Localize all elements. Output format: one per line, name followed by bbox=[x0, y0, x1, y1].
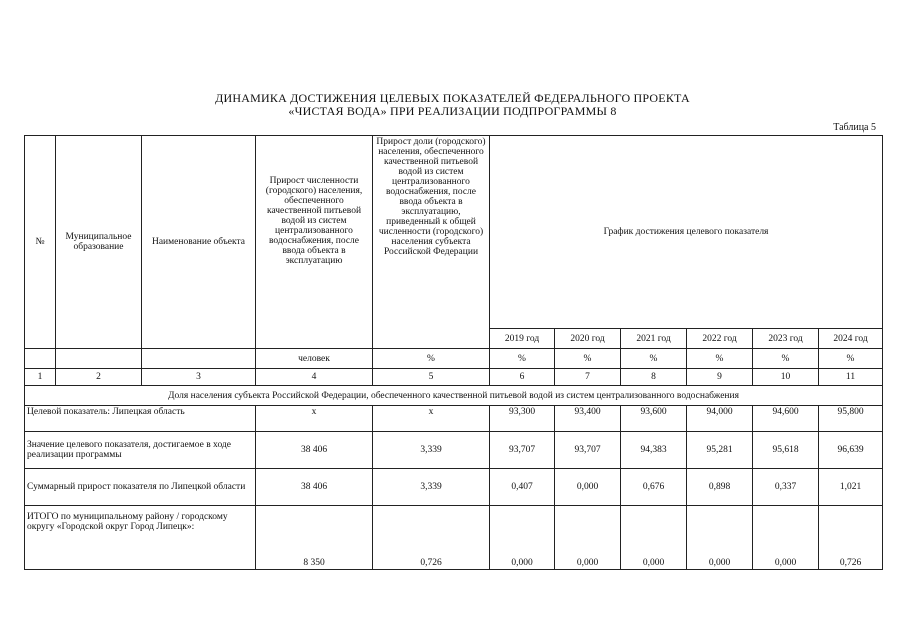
year-2019: 2019 год bbox=[490, 329, 555, 349]
unit-percent: % bbox=[490, 349, 555, 369]
table-row bbox=[25, 432, 883, 469]
row-value: 95,800 bbox=[819, 406, 883, 432]
row-pop: 38 406 bbox=[256, 469, 373, 506]
year-2022: 2022 год bbox=[687, 329, 753, 349]
indicator-table bbox=[24, 135, 883, 570]
row-label: Суммарный прирост показателя по Липецкой области bbox=[25, 469, 256, 506]
unit-percent: % bbox=[373, 349, 490, 369]
row-label: Целевой показатель: Липецкая область bbox=[25, 406, 256, 432]
col-number: 1 bbox=[25, 369, 56, 386]
title-line-2: «ЧИСТАЯ ВОДА» ПРИ РЕАЛИЗАЦИИ ПОДПРОГРАММЫ 8 bbox=[288, 104, 617, 118]
col-number: 6 bbox=[490, 369, 555, 386]
unit-empty bbox=[56, 349, 142, 369]
unit-empty bbox=[142, 349, 256, 369]
header-schedule: График достижения целевого показателя bbox=[490, 136, 883, 329]
row-value: 93,300 bbox=[490, 406, 555, 432]
row-value: 94,600 bbox=[753, 406, 819, 432]
row-pop: х bbox=[256, 406, 373, 432]
units-row bbox=[25, 349, 883, 369]
header-share-growth: Прирост доли (городского) населения, обеспеченного качественной питьевой водой из систем централизованного водоснабжения, после ввода объекта в эксплуатацию, приведенный к общей численности (городского) населения субъекта Российской Федерации bbox=[373, 136, 490, 349]
title-line-1: ДИНАМИКА ДОСТИЖЕНИЯ ЦЕЛЕВЫХ ПОКАЗАТЕЛЕЙ ФЕДЕРАЛЬНОГО ПРОЕКТА bbox=[215, 91, 690, 105]
col-number: 2 bbox=[56, 369, 142, 386]
row-value: 0,676 bbox=[621, 469, 687, 506]
header-row bbox=[25, 136, 883, 329]
row-value: 0,000 bbox=[687, 506, 753, 570]
document-title bbox=[0, 92, 905, 118]
col-number: 11 bbox=[819, 369, 883, 386]
row-value: 0,726 bbox=[819, 506, 883, 570]
year-2020: 2020 год bbox=[555, 329, 621, 349]
row-label: Значение целевого показателя, достигаемое в ходе реализации программы bbox=[25, 432, 256, 469]
header-municipality: Муниципальное образование bbox=[56, 136, 142, 349]
unit-percent: % bbox=[555, 349, 621, 369]
col-number: 7 bbox=[555, 369, 621, 386]
row-value: 0,407 bbox=[490, 469, 555, 506]
table-row bbox=[25, 469, 883, 506]
row-value: 95,618 bbox=[753, 432, 819, 469]
column-numbers-row bbox=[25, 369, 883, 386]
row-value: 96,639 bbox=[819, 432, 883, 469]
row-value: 93,400 bbox=[555, 406, 621, 432]
row-value: 0,000 bbox=[753, 506, 819, 570]
row-value: 0,898 bbox=[687, 469, 753, 506]
col-number: 9 bbox=[687, 369, 753, 386]
row-value: 94,000 bbox=[687, 406, 753, 432]
row-value: 95,281 bbox=[687, 432, 753, 469]
row-value: 94,383 bbox=[621, 432, 687, 469]
header-object-name: Наименование объекта bbox=[142, 136, 256, 349]
row-share: х bbox=[373, 406, 490, 432]
row-pop: 38 406 bbox=[256, 432, 373, 469]
header-num: № bbox=[25, 136, 56, 349]
row-value: 1,021 bbox=[819, 469, 883, 506]
row-value: 0,000 bbox=[555, 506, 621, 570]
row-value: 93,600 bbox=[621, 406, 687, 432]
col-number: 3 bbox=[142, 369, 256, 386]
row-share: 3,339 bbox=[373, 432, 490, 469]
header-pop-growth: Прирост численности (городского) населения, обеспеченного качественной питьевой водой из систем централизованного водоснабжения, после ввода объекта в эксплуатацию bbox=[256, 136, 373, 349]
row-value: 0,000 bbox=[621, 506, 687, 570]
year-2023: 2023 год bbox=[753, 329, 819, 349]
row-pop: 8 350 bbox=[256, 506, 373, 570]
col-number: 5 bbox=[373, 369, 490, 386]
row-value: 0,337 bbox=[753, 469, 819, 506]
table-caption: Таблица 5 bbox=[833, 122, 876, 133]
unit-percent: % bbox=[687, 349, 753, 369]
section-row bbox=[25, 386, 883, 406]
section-title: Доля населения субъекта Российской Федерации, обеспеченного качественной питьевой водой из систем централизованного водоснабжения bbox=[25, 386, 883, 406]
unit-percent: % bbox=[621, 349, 687, 369]
row-value: 0,000 bbox=[490, 506, 555, 570]
table-row bbox=[25, 506, 883, 570]
unit-percent: % bbox=[819, 349, 883, 369]
row-label: ИТОГО по муниципальному району / городскому округу «Городской округ Город Липецк»: bbox=[25, 506, 256, 570]
row-value: 93,707 bbox=[555, 432, 621, 469]
unit-empty bbox=[25, 349, 56, 369]
col-number: 10 bbox=[753, 369, 819, 386]
unit-percent: % bbox=[753, 349, 819, 369]
table-row bbox=[25, 406, 883, 432]
row-share: 3,339 bbox=[373, 469, 490, 506]
unit-people: человек bbox=[256, 349, 373, 369]
row-share: 0,726 bbox=[373, 506, 490, 570]
col-number: 4 bbox=[256, 369, 373, 386]
row-value: 93,707 bbox=[490, 432, 555, 469]
year-2021: 2021 год bbox=[621, 329, 687, 349]
year-2024: 2024 год bbox=[819, 329, 883, 349]
row-value: 0,000 bbox=[555, 469, 621, 506]
col-number: 8 bbox=[621, 369, 687, 386]
